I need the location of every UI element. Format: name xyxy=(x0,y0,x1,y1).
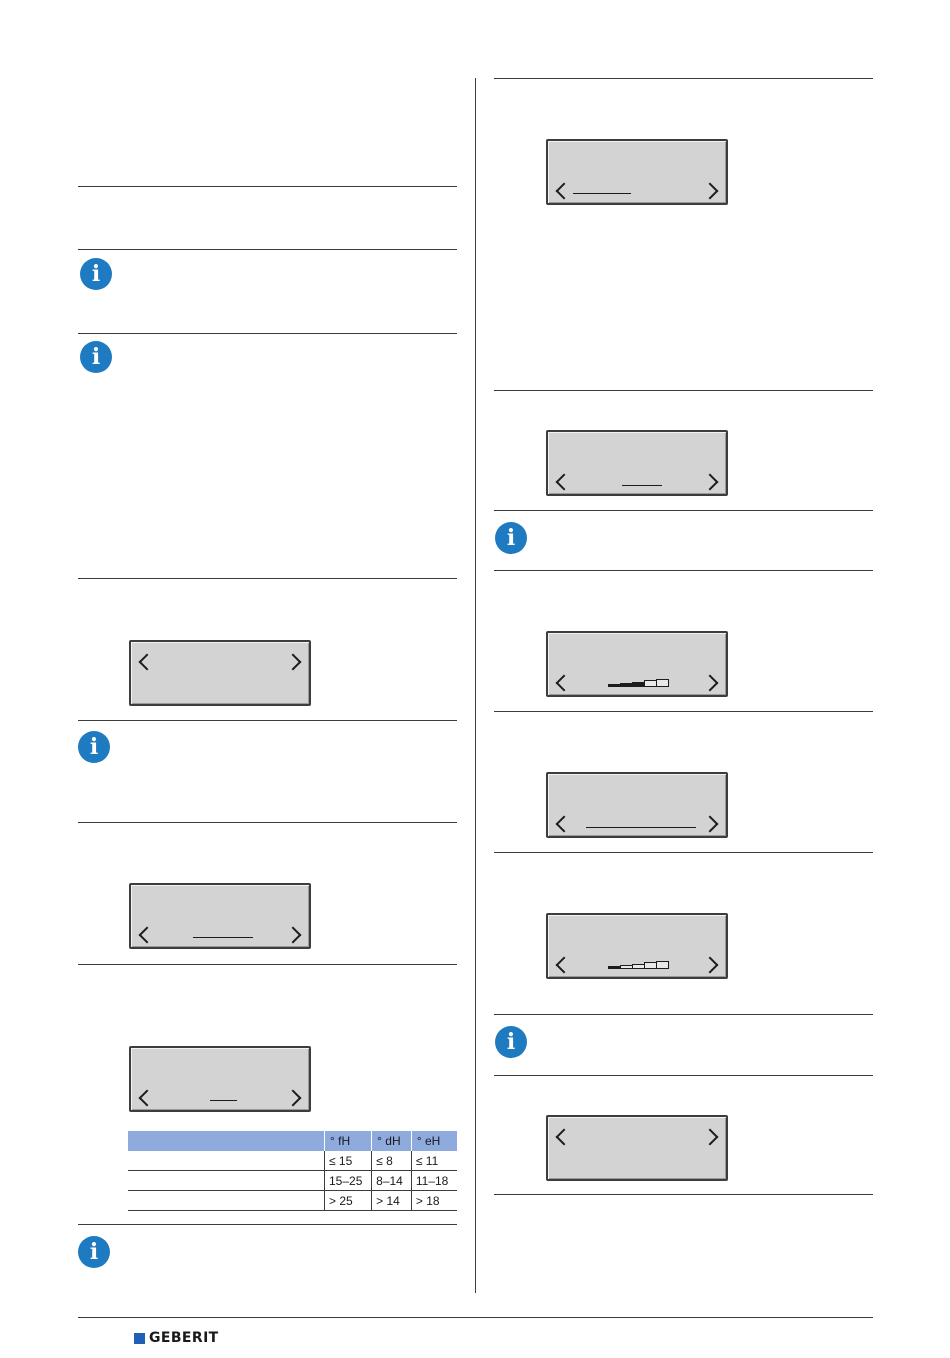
table-cell: ≤ 8 xyxy=(372,1151,412,1171)
info-icon: i xyxy=(495,1026,527,1058)
level-segment xyxy=(656,679,669,687)
chevron-left-icon xyxy=(556,957,573,974)
display-panel xyxy=(129,1046,311,1112)
display-panel xyxy=(129,883,311,949)
chevron-right-icon xyxy=(702,675,719,692)
divider xyxy=(494,1194,873,1195)
table-header: ° fH xyxy=(325,1131,372,1151)
chevron-right-icon xyxy=(702,474,719,491)
table-cell: 8–14 xyxy=(372,1171,412,1191)
table-cell: 11–18 xyxy=(411,1171,457,1191)
chevron-right-icon xyxy=(285,927,302,944)
table-cell xyxy=(128,1151,325,1171)
value-underline xyxy=(210,1100,237,1101)
brand-name: GEBERIT xyxy=(149,1330,219,1346)
chevron-right-icon xyxy=(702,183,719,200)
chevron-left-icon xyxy=(556,183,573,200)
info-icon: i xyxy=(80,258,112,290)
chevron-right-icon xyxy=(702,957,719,974)
divider xyxy=(78,822,457,823)
column-separator xyxy=(475,78,476,1293)
table-header: ° dH xyxy=(372,1131,412,1151)
divider xyxy=(494,852,873,853)
table-cell: ≤ 11 xyxy=(411,1151,457,1171)
chevron-left-icon xyxy=(139,927,156,944)
value-underline xyxy=(193,937,253,938)
chevron-left-icon xyxy=(556,1129,573,1146)
chevron-right-icon xyxy=(285,654,302,671)
display-panel xyxy=(546,430,728,496)
chevron-right-icon xyxy=(285,1090,302,1107)
divider xyxy=(78,249,457,250)
table-cell: > 14 xyxy=(372,1191,412,1211)
info-icon: i xyxy=(78,1236,110,1268)
water-hardness-table xyxy=(128,1131,457,1211)
divider xyxy=(494,78,873,79)
divider xyxy=(494,510,873,511)
divider xyxy=(78,720,457,721)
divider xyxy=(494,390,873,391)
divider xyxy=(494,1014,873,1015)
brand-square-icon xyxy=(134,1333,145,1344)
footer-divider xyxy=(78,1317,873,1318)
table-row xyxy=(128,1191,457,1211)
divider xyxy=(78,186,457,187)
table-row xyxy=(128,1171,457,1191)
table-row xyxy=(128,1151,457,1171)
geberit-logo xyxy=(134,1330,219,1346)
divider xyxy=(494,570,873,571)
info-icon: i xyxy=(78,731,110,763)
display-panel xyxy=(546,913,728,979)
table-cell xyxy=(128,1171,325,1191)
table-cell: > 18 xyxy=(411,1191,457,1211)
value-underline xyxy=(622,485,662,486)
divider xyxy=(494,1075,873,1076)
divider xyxy=(78,578,457,579)
table-header xyxy=(128,1131,325,1151)
chevron-left-icon xyxy=(139,654,156,671)
level-segment xyxy=(656,961,669,969)
display-panel xyxy=(546,1115,728,1181)
divider xyxy=(494,711,873,712)
display-panel xyxy=(546,139,728,205)
chevron-right-icon xyxy=(702,816,719,833)
divider xyxy=(78,333,457,334)
display-panel xyxy=(129,640,311,706)
chevron-left-icon xyxy=(556,474,573,491)
chevron-left-icon xyxy=(139,1090,156,1107)
table-cell: 15–25 xyxy=(325,1171,372,1191)
display-panel xyxy=(546,631,728,697)
chevron-right-icon xyxy=(702,1129,719,1146)
display-panel xyxy=(546,772,728,838)
table-cell: > 25 xyxy=(325,1191,372,1211)
table-header: ° eH xyxy=(411,1131,457,1151)
info-icon: i xyxy=(80,341,112,373)
table-header-row xyxy=(128,1131,457,1151)
divider xyxy=(78,964,457,965)
value-underline xyxy=(573,193,631,194)
chevron-left-icon xyxy=(556,816,573,833)
divider xyxy=(78,1224,457,1225)
chevron-left-icon xyxy=(556,675,573,692)
info-icon: i xyxy=(495,522,527,554)
level-indicator xyxy=(608,959,668,969)
table-cell: ≤ 15 xyxy=(325,1151,372,1171)
table-cell xyxy=(128,1191,325,1211)
level-indicator xyxy=(608,677,668,687)
value-underline xyxy=(586,827,696,828)
